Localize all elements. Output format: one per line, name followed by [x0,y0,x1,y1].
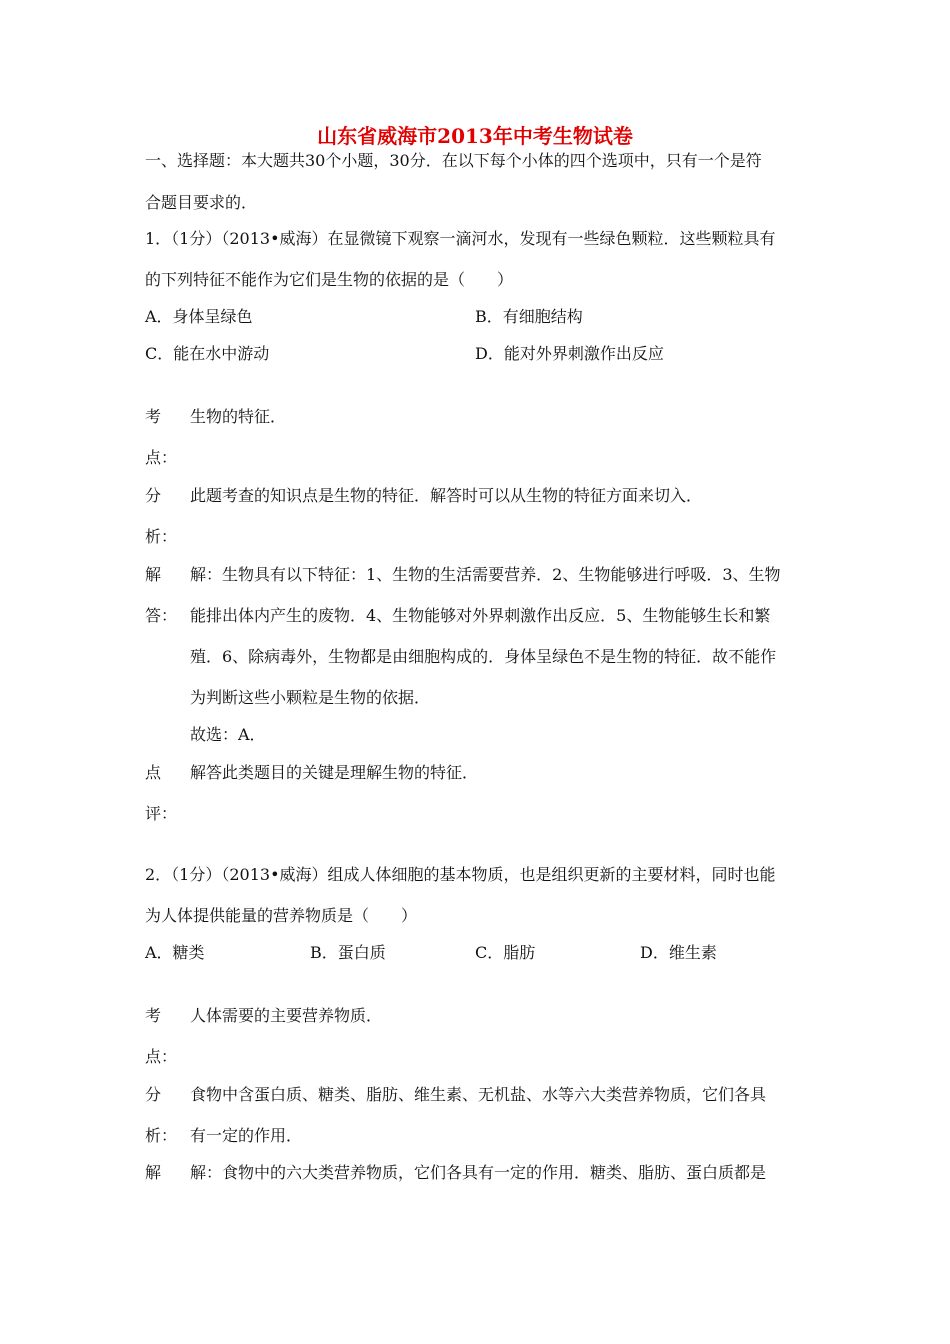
q2-jieda-line-1: 解：食物中的六大类营养物质，它们各具有一定的作用．糖类、脂肪、蛋白质都是 [190,1163,767,1182]
q2-option-b: B．蛋白质 [310,943,386,962]
section-heading-line-2: 合题目要求的． [145,193,258,212]
q2-option-c: C．脂肪 [475,943,536,962]
q1-label-xi: 析： [145,527,178,546]
q2-label-xi: 析： [145,1126,178,1145]
q1-label-dian2: 点 [145,763,162,782]
q1-jieda-line-4: 为判断这些小颗粒是生物的依据． [190,688,431,707]
q1-option-b: B．有细胞结构 [475,307,583,326]
q2-fenxi-line-1: 食物中含蛋白质、糖类、脂肪、维生素、无机盐、水等六大类营养物质，它们各具 [190,1085,767,1104]
q1-label-fen: 分 [145,486,162,505]
q1-stem-line-2: 的下列特征不能作为它们是生物的依据的是（ ） [145,270,514,289]
q1-label-dian: 点： [145,448,178,467]
document-title: 山东省威海市2013年中考生物试卷 [317,124,633,148]
q1-label-jie: 解 [145,565,162,584]
q1-jieda-line-2: 能排出体内产生的废物．4、生物能够对外界刺激作出反应．5、生物能够生长和繁 [190,606,771,625]
q1-option-c: C．能在水中游动 [145,344,270,363]
q1-fenxi-text: 此题考查的知识点是生物的特征．解答时可以从生物的特征方面来切入． [190,486,703,505]
q2-option-d: D．维生素 [640,943,717,962]
section-heading-line-1: 一、选择题：本大题共30个小题，30分．在以下每个小体的四个选项中，只有一个是符 [145,151,762,170]
q2-fenxi-line-2: 有一定的作用． [190,1126,303,1145]
q2-stem-line-1: 2．（1分）（2013•威海）组成人体细胞的基本物质，也是组织更新的主要材料，同时也能 [145,865,776,884]
q1-dianping-text: 解答此类题目的关键是理解生物的特征． [190,763,479,782]
q1-kaodian-text: 生物的特征． [190,407,287,426]
q1-stem-line-1: 1．（1分）（2013•威海）在显微镜下观察一滴河水，发现有一些绿色颗粒．这些颗粒具有 [145,229,776,248]
q2-stem-line-2: 为人体提供能量的营养物质是（ ） [145,906,418,925]
q2-label-fen: 分 [145,1085,162,1104]
q1-jieda-line-5: 故选：A． [190,725,266,744]
q2-label-dian: 点： [145,1047,178,1066]
q1-jieda-line-1: 解：生物具有以下特征：1、生物的生活需要营养．2、生物能够进行呼吸．3、生物 [190,565,781,584]
q1-label-kao: 考 [145,407,162,426]
q2-option-a: A．糖类 [145,943,205,962]
q2-label-kao: 考 [145,1006,162,1025]
q1-option-a: A．身体呈绿色 [145,307,253,326]
q2-label-jie: 解 [145,1163,162,1182]
q1-label-da: 答： [145,606,178,625]
q1-jieda-line-3: 殖．6、除病毒外，生物都是由细胞构成的．身体呈绿色不是生物的特征．故不能作 [190,647,777,666]
q1-option-d: D．能对外界刺激作出反应 [475,344,664,363]
q1-label-ping: 评： [145,804,178,823]
q2-kaodian-text: 人体需要的主要营养物质． [190,1006,383,1025]
